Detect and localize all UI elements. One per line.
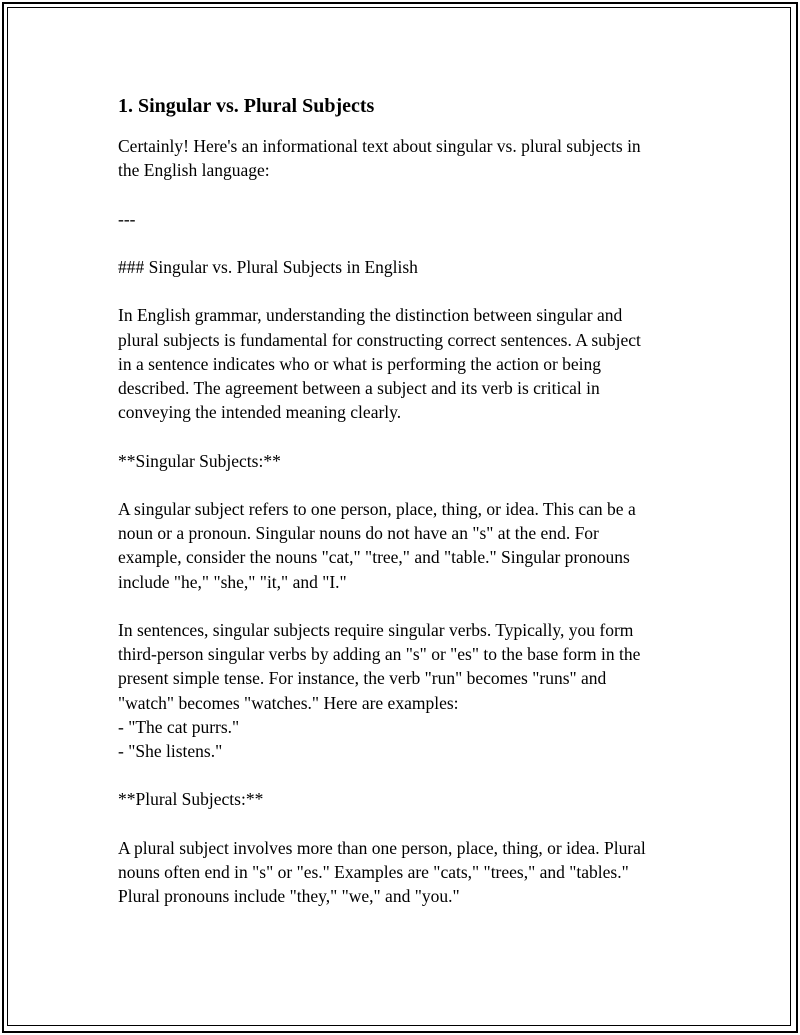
paragraph <box>118 497 678 594</box>
text-line: the English language: <box>118 160 270 181</box>
text-line: A singular subject refers to one person, place, thing, or idea. This can be a <box>118 498 636 519</box>
text-line: - "She listens." <box>118 740 223 761</box>
text-line: in a sentence indicates who or what is performing the action or being <box>118 353 602 374</box>
text-line: include "he," "she," "it," and "I." <box>118 571 347 592</box>
paragraph <box>118 449 678 473</box>
text-line: present simple tense. For instance, the verb "run" becomes "runs" and <box>118 668 607 689</box>
paragraph <box>118 787 678 811</box>
paragraph <box>118 134 678 182</box>
text-line: conveying the intended meaning clearly. <box>118 402 402 423</box>
paragraph-list <box>118 134 678 908</box>
text-line: In sentences, singular subjects require singular verbs. Typically, you form <box>118 619 634 640</box>
text-line: In English grammar, understanding the distinction between singular and <box>118 305 623 326</box>
paragraph <box>118 255 678 279</box>
text-line: **Singular Subjects:** <box>118 450 281 471</box>
text-line: Certainly! Here's an informational text about singular vs. plural subjects in <box>118 136 641 156</box>
text-line: "watch" becomes "watches." Here are examples: <box>118 692 459 713</box>
text-line: noun or a pronoun. Singular nouns do not have an "s" at the end. For <box>118 523 599 544</box>
text-line: **Plural Subjects:** <box>118 789 264 810</box>
paragraph <box>118 207 678 231</box>
text-line: ### Singular vs. Plural Subjects in English <box>118 256 418 277</box>
text-line: --- <box>118 208 136 229</box>
paragraph <box>118 836 678 909</box>
text-line: described. The agreement between a subject and its verb is critical in <box>118 377 600 398</box>
text-line: - "The cat purrs." <box>118 716 240 737</box>
text-line: nouns often end in "s" or "es." Examples are "cats," "trees," and "tables." <box>118 861 629 882</box>
paragraph <box>118 303 678 424</box>
document-body <box>118 92 678 933</box>
text-line: plural subjects is fundamental for constructing correct sentences. A subject <box>118 329 641 350</box>
text-line: third-person singular verbs by adding an "s" or "es" to the base form in the <box>118 644 641 665</box>
text-line: Plural pronouns include "they," "we," and "you." <box>118 886 460 907</box>
text-line: A plural subject involves more than one person, place, thing, or idea. Plural <box>118 837 646 858</box>
text-line: example, consider the nouns "cat," "tree," and "table." Singular pronouns <box>118 547 630 568</box>
paragraph <box>118 618 678 763</box>
section-heading: 1. Singular vs. Plural Subjects <box>118 95 375 117</box>
